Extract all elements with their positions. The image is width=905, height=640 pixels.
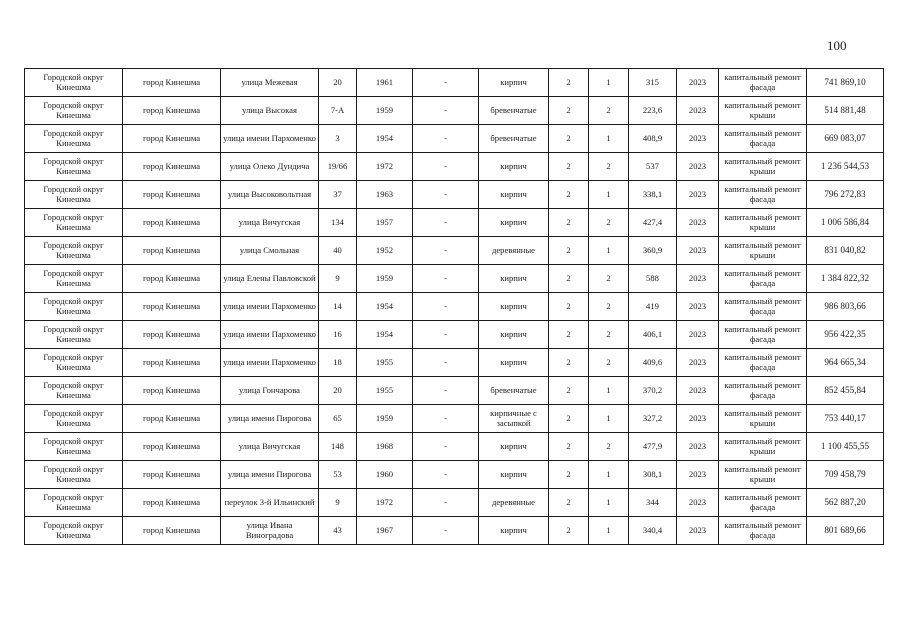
city-cell: город Кинешма xyxy=(123,433,221,461)
city-cell: город Кинешма xyxy=(123,153,221,181)
wall-material-cell: кирпич xyxy=(479,293,549,321)
street-cell: улица имени Пирогова xyxy=(221,405,319,433)
city-cell: город Кинешма xyxy=(123,293,221,321)
reconstruction-year-cell: - xyxy=(413,517,479,545)
city-cell: город Кинешма xyxy=(123,237,221,265)
area-cell: 308,1 xyxy=(629,461,677,489)
repair-year-cell: 2023 xyxy=(677,293,719,321)
table-row xyxy=(25,489,884,517)
wall-material-cell: деревянные xyxy=(479,237,549,265)
table-row xyxy=(25,237,884,265)
entrances-cell: 1 xyxy=(589,377,629,405)
house-number-cell: 14 xyxy=(319,293,357,321)
table-row xyxy=(25,153,884,181)
city-cell: город Кинешма xyxy=(123,517,221,545)
floors-cell: 2 xyxy=(549,97,589,125)
street-cell: улица Ивана Виноградова xyxy=(221,517,319,545)
municipal-district-cell: Городской округ Кинешма xyxy=(25,517,123,545)
construction-year-cell: 1959 xyxy=(357,405,413,433)
street-cell: улица Елены Павловской xyxy=(221,265,319,293)
municipal-district-cell: Городской округ Кинешма xyxy=(25,265,123,293)
repair-year-cell: 2023 xyxy=(677,237,719,265)
wall-material-cell: кирпич xyxy=(479,69,549,97)
repair-year-cell: 2023 xyxy=(677,69,719,97)
construction-year-cell: 1972 xyxy=(357,489,413,517)
entrances-cell: 2 xyxy=(589,349,629,377)
entrances-cell: 1 xyxy=(589,237,629,265)
city-cell: город Кинешма xyxy=(123,377,221,405)
wall-material-cell: кирпич xyxy=(479,461,549,489)
repair-year-cell: 2023 xyxy=(677,265,719,293)
reconstruction-year-cell: - xyxy=(413,125,479,153)
reconstruction-year-cell: - xyxy=(413,265,479,293)
house-number-cell: 18 xyxy=(319,349,357,377)
construction-year-cell: 1967 xyxy=(357,517,413,545)
entrances-cell: 1 xyxy=(589,517,629,545)
cost-cell: 1 006 586,84 xyxy=(807,209,884,237)
table-row xyxy=(25,461,884,489)
table-row xyxy=(25,433,884,461)
reconstruction-year-cell: - xyxy=(413,433,479,461)
floors-cell: 2 xyxy=(549,209,589,237)
floors-cell: 2 xyxy=(549,69,589,97)
construction-year-cell: 1960 xyxy=(357,461,413,489)
city-cell: город Кинешма xyxy=(123,405,221,433)
table-row xyxy=(25,321,884,349)
floors-cell: 2 xyxy=(549,153,589,181)
floors-cell: 2 xyxy=(549,461,589,489)
city-cell: город Кинешма xyxy=(123,461,221,489)
housing-repair-table xyxy=(24,68,884,545)
house-number-cell: 20 xyxy=(319,377,357,405)
page-number: 100 xyxy=(827,38,847,53)
work-type-cell: капитальный ремонт фасада xyxy=(719,321,807,349)
street-cell: улица Гончарова xyxy=(221,377,319,405)
street-cell: улица Высоковольтная xyxy=(221,181,319,209)
entrances-cell: 1 xyxy=(589,405,629,433)
table-row xyxy=(25,181,884,209)
repair-year-cell: 2023 xyxy=(677,489,719,517)
area-cell: 338,1 xyxy=(629,181,677,209)
house-number-cell: 134 xyxy=(319,209,357,237)
street-cell: улица Межевая xyxy=(221,69,319,97)
area-cell: 360,9 xyxy=(629,237,677,265)
reconstruction-year-cell: - xyxy=(413,237,479,265)
floors-cell: 2 xyxy=(549,265,589,293)
repair-year-cell: 2023 xyxy=(677,97,719,125)
house-number-cell: 9 xyxy=(319,489,357,517)
entrances-cell: 2 xyxy=(589,433,629,461)
wall-material-cell: кирпич xyxy=(479,321,549,349)
city-cell: город Кинешма xyxy=(123,321,221,349)
reconstruction-year-cell: - xyxy=(413,377,479,405)
cost-cell: 1 100 455,55 xyxy=(807,433,884,461)
reconstruction-year-cell: - xyxy=(413,321,479,349)
city-cell: город Кинешма xyxy=(123,349,221,377)
entrances-cell: 1 xyxy=(589,181,629,209)
street-cell: улица Высокая xyxy=(221,97,319,125)
entrances-cell: 1 xyxy=(589,125,629,153)
work-type-cell: капитальный ремонт крыши xyxy=(719,237,807,265)
construction-year-cell: 1968 xyxy=(357,433,413,461)
cost-cell: 956 422,35 xyxy=(807,321,884,349)
floors-cell: 2 xyxy=(549,433,589,461)
street-cell: улица Олеко Дундича xyxy=(221,153,319,181)
wall-material-cell: бревенчатые xyxy=(479,377,549,405)
work-type-cell: капитальный ремонт фасада xyxy=(719,265,807,293)
repair-year-cell: 2023 xyxy=(677,125,719,153)
municipal-district-cell: Городской округ Кинешма xyxy=(25,153,123,181)
entrances-cell: 2 xyxy=(589,153,629,181)
city-cell: город Кинешма xyxy=(123,209,221,237)
work-type-cell: капитальный ремонт крыши xyxy=(719,433,807,461)
construction-year-cell: 1957 xyxy=(357,209,413,237)
house-number-cell: 3 xyxy=(319,125,357,153)
municipal-district-cell: Городской округ Кинешма xyxy=(25,489,123,517)
city-cell: город Кинешма xyxy=(123,97,221,125)
construction-year-cell: 1954 xyxy=(357,321,413,349)
wall-material-cell: кирпич xyxy=(479,265,549,293)
city-cell: город Кинешма xyxy=(123,489,221,517)
reconstruction-year-cell: - xyxy=(413,69,479,97)
work-type-cell: капитальный ремонт фасада xyxy=(719,69,807,97)
city-cell: город Кинешма xyxy=(123,181,221,209)
repair-year-cell: 2023 xyxy=(677,349,719,377)
house-number-cell: 65 xyxy=(319,405,357,433)
floors-cell: 2 xyxy=(549,377,589,405)
floors-cell: 2 xyxy=(549,237,589,265)
cost-cell: 514 881,48 xyxy=(807,97,884,125)
city-cell: город Кинешма xyxy=(123,265,221,293)
work-type-cell: капитальный ремонт фасада xyxy=(719,293,807,321)
house-number-cell: 16 xyxy=(319,321,357,349)
reconstruction-year-cell: - xyxy=(413,293,479,321)
street-cell: улица Смольная xyxy=(221,237,319,265)
municipal-district-cell: Городской округ Кинешма xyxy=(25,377,123,405)
repair-year-cell: 2023 xyxy=(677,181,719,209)
construction-year-cell: 1955 xyxy=(357,349,413,377)
street-cell: переулок 3-й Ильинский xyxy=(221,489,319,517)
entrances-cell: 2 xyxy=(589,97,629,125)
municipal-district-cell: Городской округ Кинешма xyxy=(25,349,123,377)
floors-cell: 2 xyxy=(549,489,589,517)
construction-year-cell: 1954 xyxy=(357,293,413,321)
municipal-district-cell: Городской округ Кинешма xyxy=(25,461,123,489)
cost-cell: 669 083,07 xyxy=(807,125,884,153)
cost-cell: 801 689,66 xyxy=(807,517,884,545)
house-number-cell: 37 xyxy=(319,181,357,209)
entrances-cell: 1 xyxy=(589,461,629,489)
area-cell: 340,4 xyxy=(629,517,677,545)
work-type-cell: капитальный ремонт фасада xyxy=(719,125,807,153)
wall-material-cell: кирпич xyxy=(479,433,549,461)
area-cell: 408,9 xyxy=(629,125,677,153)
repair-year-cell: 2023 xyxy=(677,433,719,461)
area-cell: 406,1 xyxy=(629,321,677,349)
cost-cell: 831 040,82 xyxy=(807,237,884,265)
table-row xyxy=(25,517,884,545)
municipal-district-cell: Городской округ Кинешма xyxy=(25,321,123,349)
area-cell: 427,4 xyxy=(629,209,677,237)
house-number-cell: 148 xyxy=(319,433,357,461)
table-row xyxy=(25,69,884,97)
floors-cell: 2 xyxy=(549,405,589,433)
area-cell: 344 xyxy=(629,489,677,517)
wall-material-cell: кирпич xyxy=(479,517,549,545)
street-cell: улица Вичугская xyxy=(221,433,319,461)
municipal-district-cell: Городской округ Кинешма xyxy=(25,237,123,265)
construction-year-cell: 1959 xyxy=(357,265,413,293)
reconstruction-year-cell: - xyxy=(413,349,479,377)
cost-cell: 1 384 822,32 xyxy=(807,265,884,293)
construction-year-cell: 1955 xyxy=(357,377,413,405)
repair-year-cell: 2023 xyxy=(677,321,719,349)
house-number-cell: 40 xyxy=(319,237,357,265)
reconstruction-year-cell: - xyxy=(413,405,479,433)
wall-material-cell: кирпич xyxy=(479,181,549,209)
floors-cell: 2 xyxy=(549,125,589,153)
cost-cell: 562 887,20 xyxy=(807,489,884,517)
table-row xyxy=(25,209,884,237)
house-number-cell: 7-А xyxy=(319,97,357,125)
municipal-district-cell: Городской округ Кинешма xyxy=(25,69,123,97)
house-number-cell: 53 xyxy=(319,461,357,489)
entrances-cell: 2 xyxy=(589,265,629,293)
wall-material-cell: кирпич xyxy=(479,349,549,377)
table-row xyxy=(25,265,884,293)
reconstruction-year-cell: - xyxy=(413,209,479,237)
reconstruction-year-cell: - xyxy=(413,181,479,209)
municipal-district-cell: Городской округ Кинешма xyxy=(25,125,123,153)
entrances-cell: 2 xyxy=(589,321,629,349)
street-cell: улица Вичугская xyxy=(221,209,319,237)
reconstruction-year-cell: - xyxy=(413,97,479,125)
table-row xyxy=(25,97,884,125)
work-type-cell: капитальный ремонт фасада xyxy=(719,349,807,377)
repair-year-cell: 2023 xyxy=(677,405,719,433)
wall-material-cell: бревенчатые xyxy=(479,97,549,125)
work-type-cell: капитальный ремонт крыши xyxy=(719,153,807,181)
work-type-cell: капитальный ремонт крыши xyxy=(719,209,807,237)
floors-cell: 2 xyxy=(549,349,589,377)
area-cell: 588 xyxy=(629,265,677,293)
entrances-cell: 1 xyxy=(589,69,629,97)
reconstruction-year-cell: - xyxy=(413,153,479,181)
area-cell: 327,2 xyxy=(629,405,677,433)
cost-cell: 741 869,10 xyxy=(807,69,884,97)
table-body xyxy=(25,69,884,545)
repair-year-cell: 2023 xyxy=(677,209,719,237)
wall-material-cell: кирпич xyxy=(479,153,549,181)
cost-cell: 709 458,79 xyxy=(807,461,884,489)
municipal-district-cell: Городской округ Кинешма xyxy=(25,209,123,237)
entrances-cell: 2 xyxy=(589,293,629,321)
municipal-district-cell: Городской округ Кинешма xyxy=(25,293,123,321)
street-cell: улица имени Пархоменко xyxy=(221,321,319,349)
cost-cell: 753 440,17 xyxy=(807,405,884,433)
work-type-cell: капитальный ремонт крыши xyxy=(719,405,807,433)
street-cell: улица имени Пархоменко xyxy=(221,293,319,321)
repair-year-cell: 2023 xyxy=(677,517,719,545)
municipal-district-cell: Городской округ Кинешма xyxy=(25,405,123,433)
house-number-cell: 19/66 xyxy=(319,153,357,181)
repair-year-cell: 2023 xyxy=(677,153,719,181)
house-number-cell: 43 xyxy=(319,517,357,545)
area-cell: 537 xyxy=(629,153,677,181)
street-cell: улица имени Пирогова xyxy=(221,461,319,489)
wall-material-cell: кирпич xyxy=(479,209,549,237)
work-type-cell: капитальный ремонт крыши xyxy=(719,461,807,489)
repair-year-cell: 2023 xyxy=(677,461,719,489)
floors-cell: 2 xyxy=(549,181,589,209)
city-cell: город Кинешма xyxy=(123,69,221,97)
area-cell: 409,6 xyxy=(629,349,677,377)
construction-year-cell: 1952 xyxy=(357,237,413,265)
entrances-cell: 2 xyxy=(589,209,629,237)
work-type-cell: капитальный ремонт фасада xyxy=(719,489,807,517)
work-type-cell: капитальный ремонт крыши xyxy=(719,97,807,125)
work-type-cell: капитальный ремонт фасада xyxy=(719,377,807,405)
area-cell: 477,9 xyxy=(629,433,677,461)
wall-material-cell: кирпичные с засыпкой xyxy=(479,405,549,433)
cost-cell: 964 665,34 xyxy=(807,349,884,377)
municipal-district-cell: Городской округ Кинешма xyxy=(25,433,123,461)
wall-material-cell: бревенчатые xyxy=(479,125,549,153)
municipal-district-cell: Городской округ Кинешма xyxy=(25,181,123,209)
floors-cell: 2 xyxy=(549,293,589,321)
cost-cell: 796 272,83 xyxy=(807,181,884,209)
cost-cell: 852 455,84 xyxy=(807,377,884,405)
reconstruction-year-cell: - xyxy=(413,461,479,489)
work-type-cell: капитальный ремонт фасада xyxy=(719,181,807,209)
house-number-cell: 20 xyxy=(319,69,357,97)
city-cell: город Кинешма xyxy=(123,125,221,153)
house-number-cell: 9 xyxy=(319,265,357,293)
table-row xyxy=(25,405,884,433)
construction-year-cell: 1972 xyxy=(357,153,413,181)
reconstruction-year-cell: - xyxy=(413,489,479,517)
table-row xyxy=(25,349,884,377)
table-row xyxy=(25,377,884,405)
table-row xyxy=(25,293,884,321)
entrances-cell: 1 xyxy=(589,489,629,517)
construction-year-cell: 1959 xyxy=(357,97,413,125)
floors-cell: 2 xyxy=(549,321,589,349)
municipal-district-cell: Городской округ Кинешма xyxy=(25,97,123,125)
work-type-cell: капитальный ремонт фасада xyxy=(719,517,807,545)
construction-year-cell: 1961 xyxy=(357,69,413,97)
street-cell: улица имени Пархоменко xyxy=(221,125,319,153)
area-cell: 419 xyxy=(629,293,677,321)
street-cell: улица имени Пархоменко xyxy=(221,349,319,377)
construction-year-cell: 1963 xyxy=(357,181,413,209)
area-cell: 223,6 xyxy=(629,97,677,125)
cost-cell: 986 803,66 xyxy=(807,293,884,321)
wall-material-cell: деревянные xyxy=(479,489,549,517)
repair-year-cell: 2023 xyxy=(677,377,719,405)
area-cell: 315 xyxy=(629,69,677,97)
construction-year-cell: 1954 xyxy=(357,125,413,153)
floors-cell: 2 xyxy=(549,517,589,545)
cost-cell: 1 236 544,53 xyxy=(807,153,884,181)
area-cell: 370,2 xyxy=(629,377,677,405)
table-row xyxy=(25,125,884,153)
